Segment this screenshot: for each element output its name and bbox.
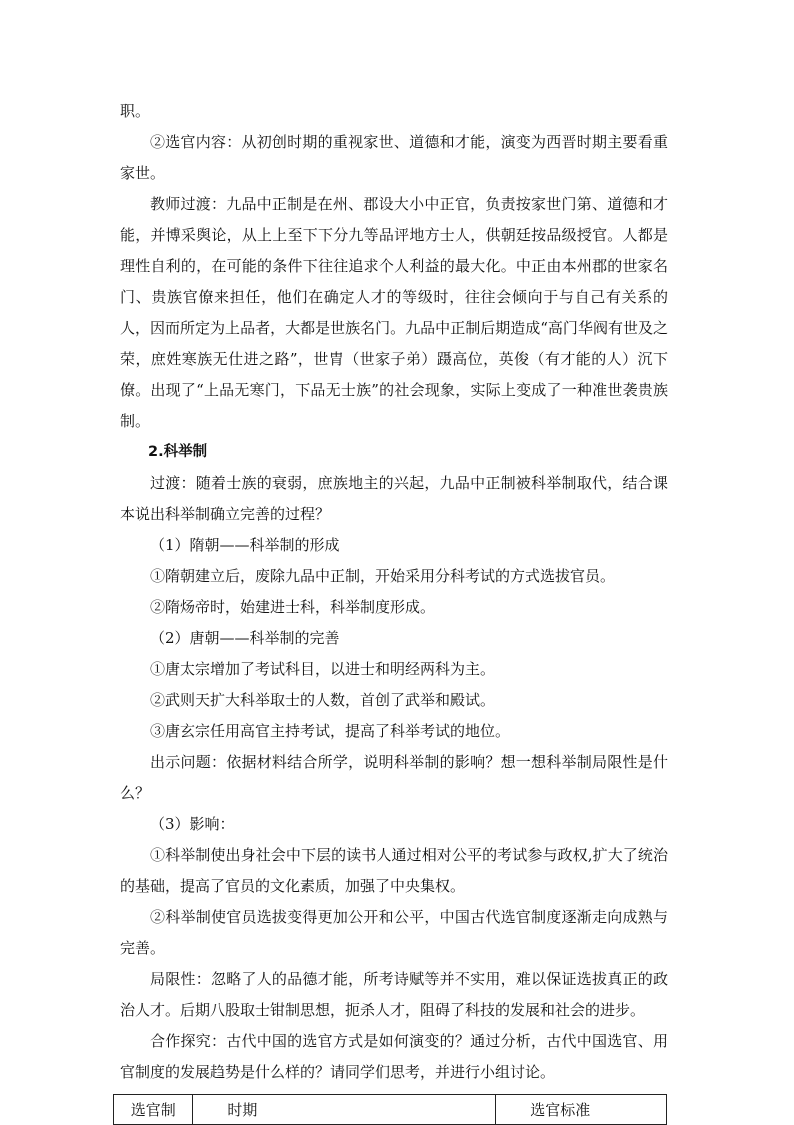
selection-system-table bbox=[113, 1094, 667, 1125]
paragraph: （3）影响： bbox=[150, 815, 235, 833]
paragraph: （2）唐朝——科举制的完善 bbox=[150, 629, 340, 647]
paragraph: ①隋朝建立后，废除九品中正制，开始采用分科考试的方式选拔官员。 bbox=[150, 567, 616, 585]
paragraph-list bbox=[120, 96, 668, 1088]
paragraph: 合作探究：古代中国的选官方式是如何演变的？通过分析，古代中国选官、用官制度的发展趋势是什么样的？请同学们思考，并进行小组讨论。 bbox=[120, 1032, 668, 1081]
paragraph: ②武则天扩大科举取士的人数，首创了武举和殿试。 bbox=[150, 691, 496, 709]
paragraph: 职。 bbox=[120, 102, 151, 120]
paragraph: 过渡：随着士族的衰弱，庶族地主的兴起，九品中正制被科举制取代，结合课本说出科举制确立完善的过程？ bbox=[120, 474, 668, 523]
paragraph: （1）隋朝——科举制的形成 bbox=[150, 536, 340, 554]
table-header-period: 时期 bbox=[193, 1095, 496, 1125]
section-heading: 2.科举制 bbox=[148, 444, 208, 460]
paragraph: ②科举制使官员选拔变得更加公开和公平，中国古代选官制度逐渐走向成熟与完善。 bbox=[120, 908, 668, 957]
table-header-row bbox=[114, 1095, 667, 1125]
paragraph: ①科举制使出身社会中下层的读书人通过相对公平的考试参与政权,扩大了统治的基础，提高了官员的文化素质，加强了中央集权。 bbox=[120, 846, 668, 895]
paragraph: ③唐玄宗任用高官主持考试，提高了科举考试的地位。 bbox=[150, 722, 511, 740]
table-header-criteria: 选官标准 bbox=[496, 1095, 667, 1125]
table-header-system: 选官制 bbox=[114, 1095, 193, 1125]
paragraph: ②选官内容：从初创时期的重视家世、道德和才能，演变为西晋时期主要看重家世。 bbox=[120, 133, 668, 182]
paragraph: 教师过渡：九品中正制是在州、郡设大小中正官，负责按家世门第、道德和才能，并博采舆论，从上上至下下分九等品评地方士人，供朝廷按品级授官。人都是理性自利的，在可能的条件下往往追求个人利益的最大化。中正由本州郡的世家名门、贵族官僚来担任，他们在确定人才的等级时，往往会倾向于与自己有关系的人，因而所定为上品者，大都是世族名门。九品中正制后期造成“高门华阀有世及之荣，庶姓寒族无仕进之路”，世胄（世家子弟）蹑高位，英俊（有才能的人）沉下僚。出现了“上品无寒门，下品无士族”的社会现象，实际上变成了一种准世袭贵族制。 bbox=[120, 195, 668, 430]
paragraph: ①唐太宗增加了考试科目，以进士和明经两科为主。 bbox=[150, 660, 496, 678]
document-body bbox=[120, 96, 668, 1125]
paragraph: 出示问题：依据材料结合所学，说明科举制的影响？想一想科举制局限性是什么？ bbox=[120, 753, 668, 802]
paragraph: ②隋炀帝时，始建进士科，科举制度形成。 bbox=[150, 598, 436, 616]
paragraph: 局限性：忽略了人的品德才能，所考诗赋等并不实用，难以保证选拔真正的政治人才。后期八股取士钳制思想，扼杀人才，阻碍了科技的发展和社会的进步。 bbox=[120, 970, 668, 1019]
